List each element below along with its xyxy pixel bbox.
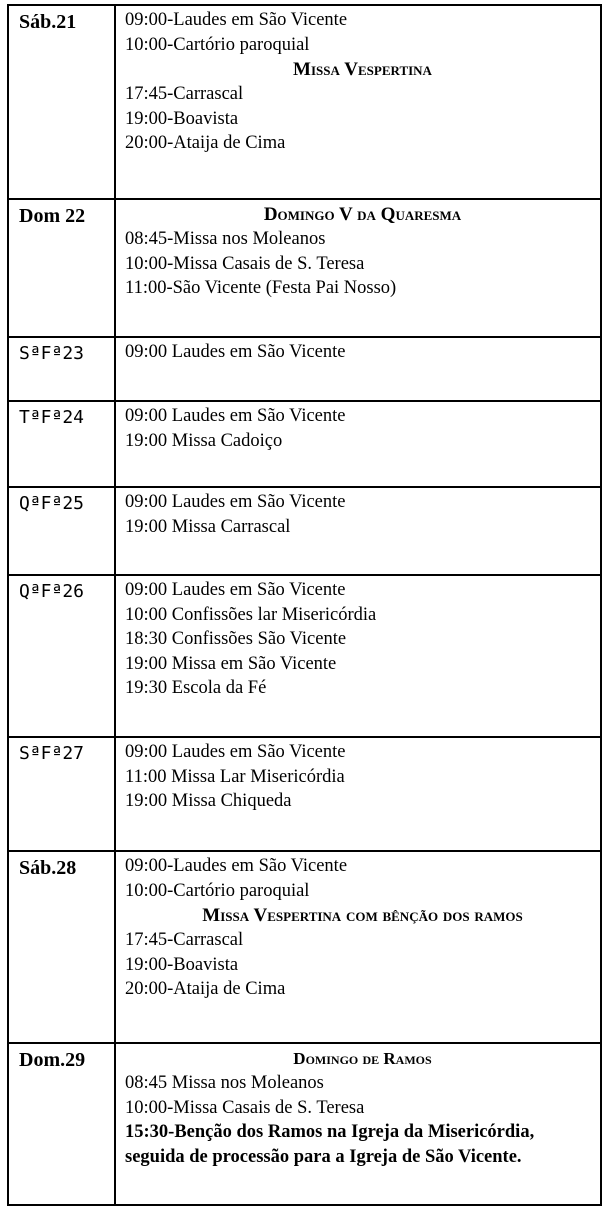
schedule-row-qf26 bbox=[8, 575, 601, 737]
day-cell bbox=[8, 851, 115, 1043]
event-line: 19:00 Missa Cadoiço bbox=[125, 430, 283, 451]
events-cell bbox=[115, 1043, 601, 1205]
day-label: SªFª27 bbox=[19, 743, 85, 764]
event-line-highlight: 15:30-Benção dos Ramos na Igreja da Misericórdia, bbox=[125, 1122, 535, 1143]
event-line: 19:00 Missa em São Vicente bbox=[125, 653, 337, 674]
event-line: 09:00 Laudes em São Vicente bbox=[125, 406, 346, 426]
day-cell bbox=[8, 199, 115, 337]
event-line: 10:00-Cartório paroquial bbox=[125, 880, 310, 901]
event-line: 08:45-Missa nos Moleanos bbox=[125, 229, 326, 249]
day-label: Sáb.28 bbox=[19, 857, 77, 879]
event-line: 20:00-Ataija de Cima bbox=[125, 133, 286, 154]
day-cell bbox=[8, 1043, 115, 1205]
event-line: 10:00-Missa Casais de S. Teresa bbox=[125, 253, 365, 274]
day-label: QªFª26 bbox=[19, 581, 85, 602]
event-line: 19:00-Boavista bbox=[125, 954, 239, 975]
events-cell bbox=[115, 737, 601, 851]
section-heading: Missa Vespertina bbox=[293, 59, 432, 81]
day-cell bbox=[8, 401, 115, 487]
day-label: Sáb.21 bbox=[19, 11, 77, 33]
event-line: 09:00 Laudes em São Vicente bbox=[125, 742, 346, 762]
schedule-row-sf23 bbox=[8, 337, 601, 401]
day-label: Dom 22 bbox=[19, 205, 86, 227]
schedule-body bbox=[8, 5, 601, 1205]
day-cell bbox=[8, 737, 115, 851]
day-cell bbox=[8, 487, 115, 575]
day-cell bbox=[8, 5, 115, 199]
section-heading: Domingo V da Quaresma bbox=[263, 204, 462, 225]
day-cell bbox=[8, 575, 115, 737]
section-heading: Domingo de Ramos bbox=[293, 1049, 432, 1068]
day-label: QªFª25 bbox=[19, 493, 85, 514]
schedule-row-tf24 bbox=[8, 401, 601, 487]
events-cell bbox=[115, 199, 601, 337]
event-line: 09:00-Laudes em São Vicente bbox=[125, 10, 348, 30]
day-label: TªFª24 bbox=[19, 407, 85, 428]
event-line: 10:00 Confissões lar Misericórdia bbox=[125, 604, 377, 625]
event-line: 17:45-Carrascal bbox=[125, 930, 244, 951]
event-line: 19:00 Missa Carrascal bbox=[125, 516, 291, 537]
section-heading: Missa Vespertina com bênção dos ramos bbox=[202, 905, 523, 927]
schedule-row-dom29 bbox=[8, 1043, 601, 1205]
event-line: 20:00-Ataija de Cima bbox=[125, 979, 286, 1000]
events-cell bbox=[115, 337, 601, 401]
day-label: Dom.29 bbox=[19, 1049, 86, 1071]
event-line: 09:00 Laudes em São Vicente bbox=[125, 342, 346, 362]
events-cell bbox=[115, 5, 601, 199]
event-line: 09:00 Laudes em São Vicente bbox=[125, 492, 346, 512]
schedule-row-sab28 bbox=[8, 851, 601, 1043]
schedule-row-dom22 bbox=[8, 199, 601, 337]
event-line: 09:00 Laudes em São Vicente bbox=[125, 580, 346, 600]
event-line: 18:30 Confissões São Vicente bbox=[125, 629, 347, 650]
event-line: 19:00-Boavista bbox=[125, 108, 239, 129]
events-cell bbox=[115, 575, 601, 737]
event-line: 19:30 Escola da Fé bbox=[125, 678, 267, 699]
events-cell bbox=[115, 487, 601, 575]
event-line: 10:00-Cartório paroquial bbox=[125, 34, 310, 55]
schedule-table bbox=[7, 4, 602, 1206]
event-line: 19:00 Missa Chiqueda bbox=[125, 791, 292, 812]
event-line: 10:00-Missa Casais de S. Teresa bbox=[125, 1097, 365, 1118]
schedule-row-sf27 bbox=[8, 737, 601, 851]
day-cell bbox=[8, 337, 115, 401]
schedule-row-sab21 bbox=[8, 5, 601, 199]
schedule-row-qf25 bbox=[8, 487, 601, 575]
event-line: 11:00 Missa Lar Misericórdia bbox=[125, 766, 345, 787]
events-cell bbox=[115, 401, 601, 487]
event-line-highlight: seguida de processão para a Igreja de São Vicente. bbox=[125, 1146, 522, 1167]
events-cell bbox=[115, 851, 601, 1043]
event-line: 08:45 Missa nos Moleanos bbox=[125, 1073, 324, 1093]
event-line: 11:00-São Vicente (Festa Pai Nosso) bbox=[125, 278, 397, 299]
event-line: 09:00-Laudes em São Vicente bbox=[125, 856, 348, 876]
event-line: 17:45-Carrascal bbox=[125, 84, 244, 105]
day-label: SªFª23 bbox=[19, 343, 85, 364]
